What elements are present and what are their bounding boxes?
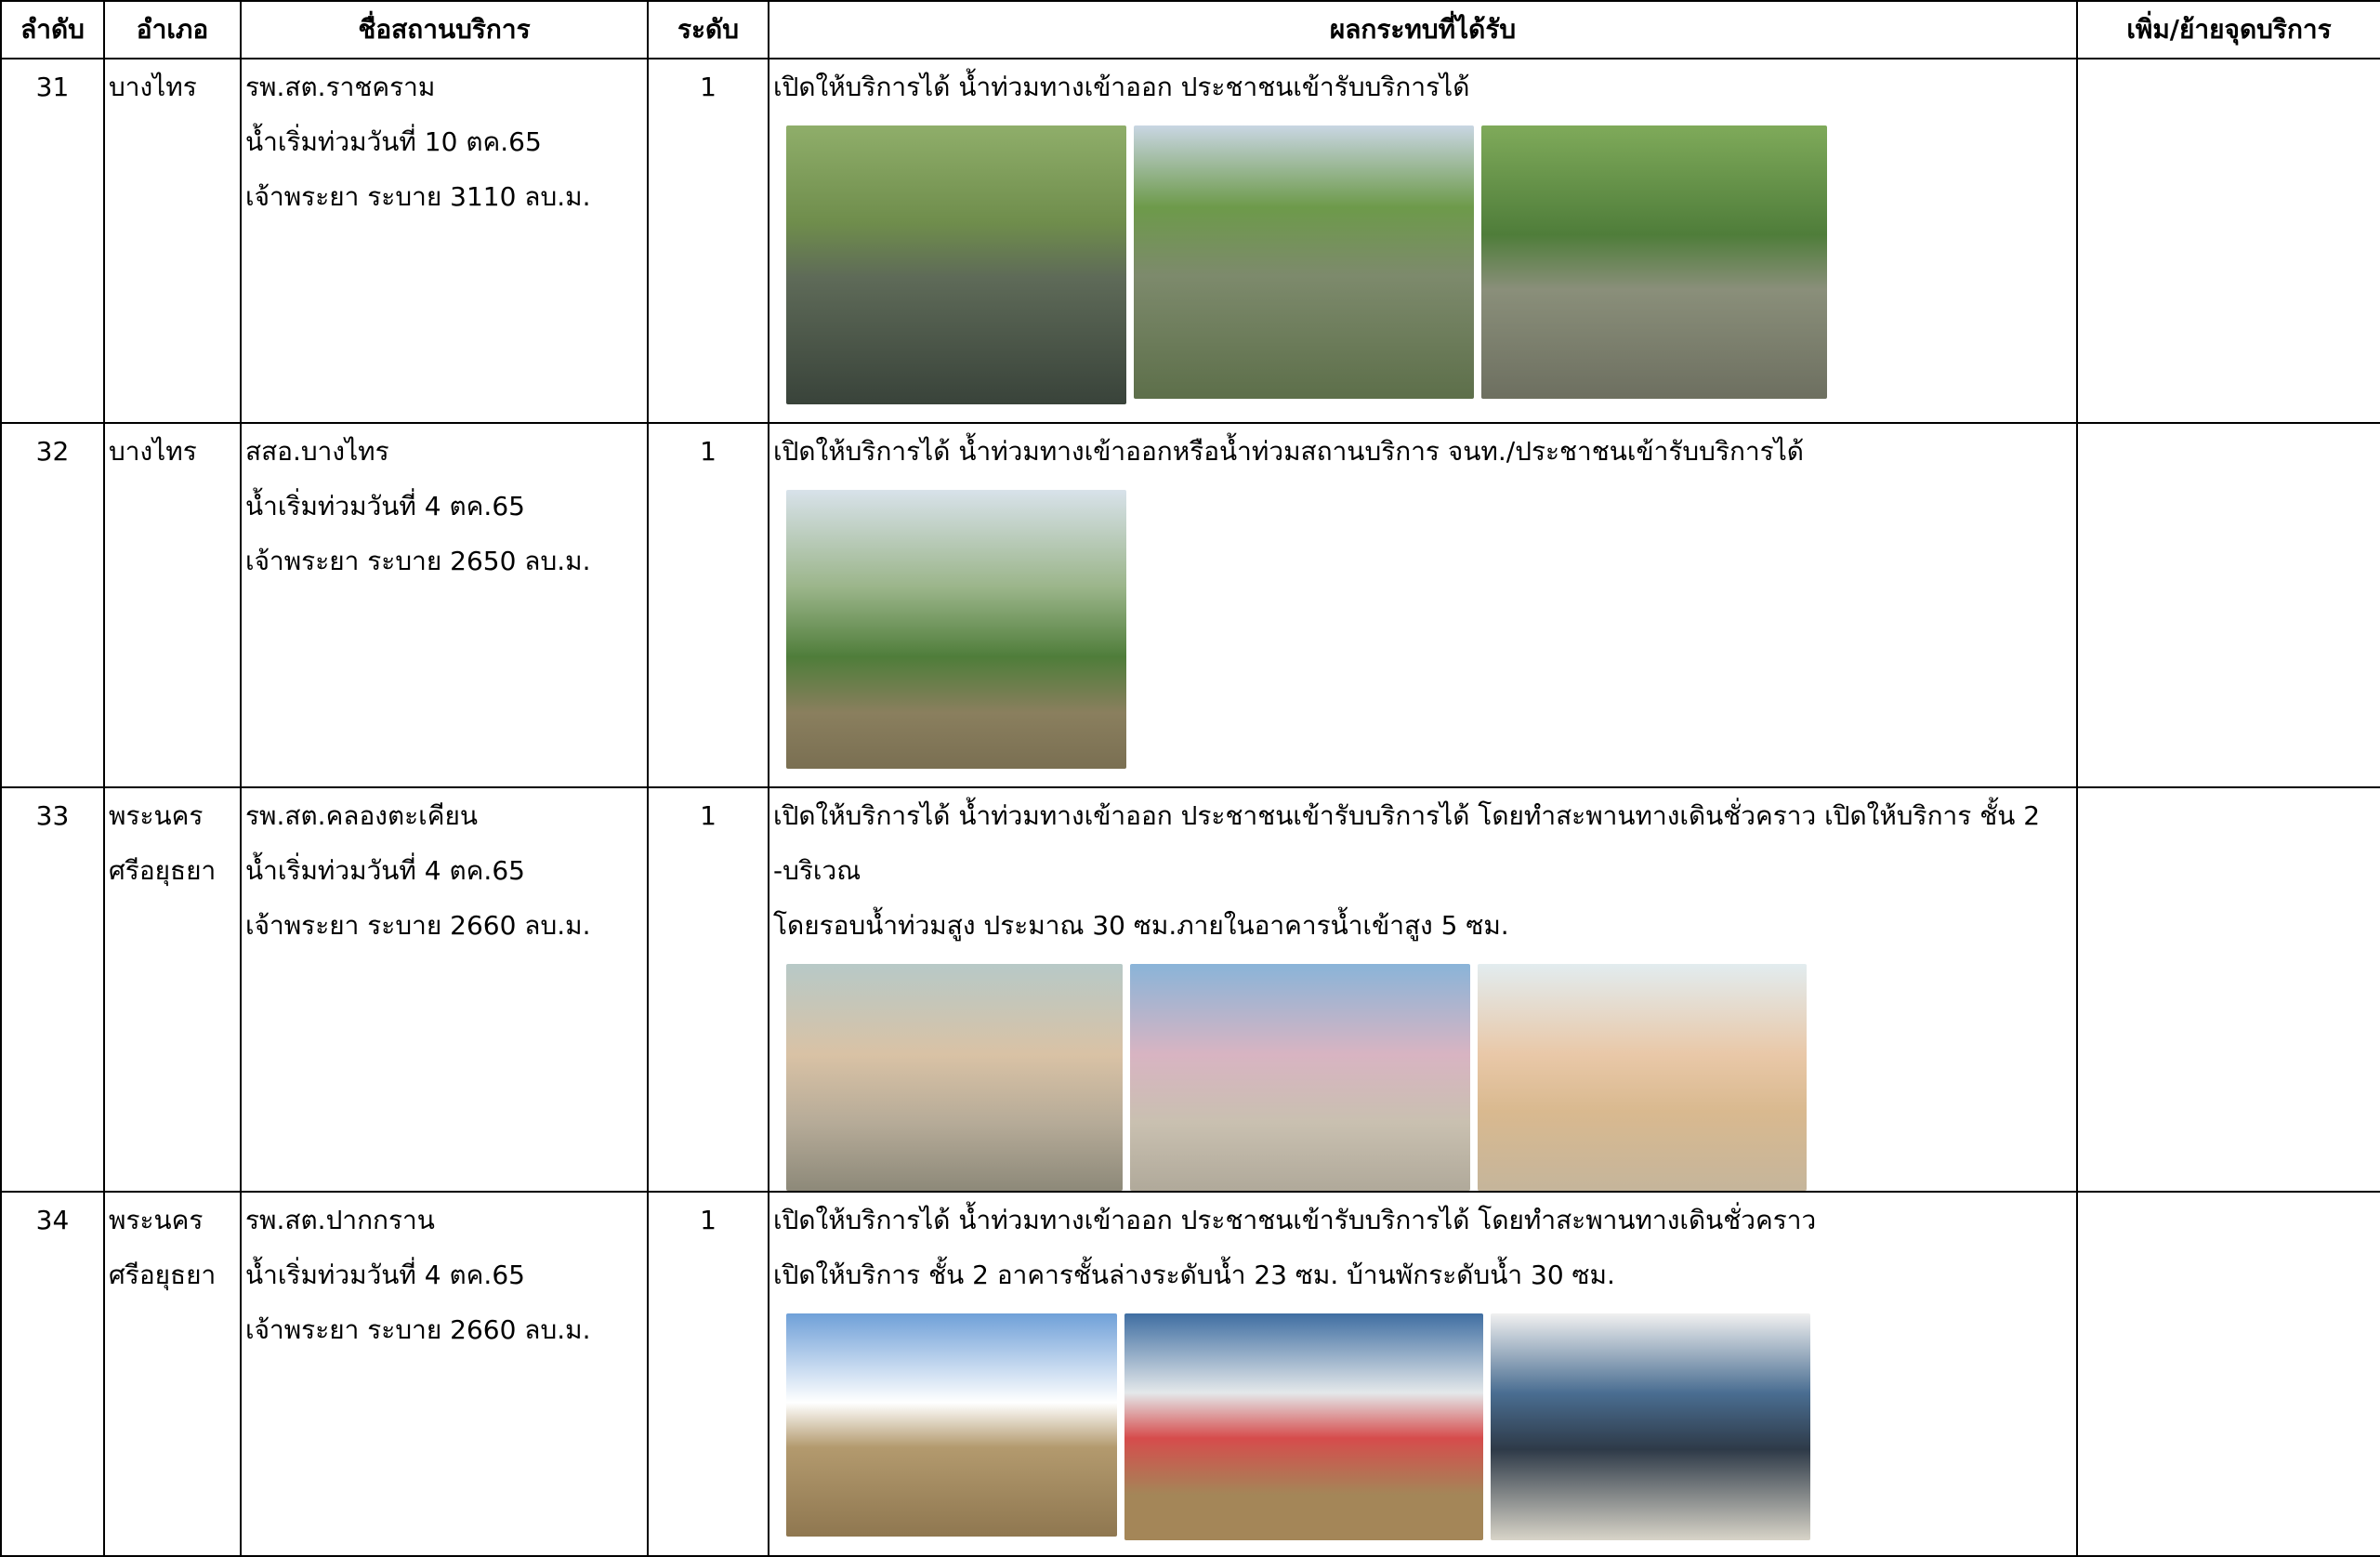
row-facility bbox=[241, 1192, 648, 1556]
row-no: 34 bbox=[1, 1192, 104, 1556]
flood-photo bbox=[1130, 964, 1470, 1191]
header-relocate: เพิ่ม/ย้ายจุดบริการ bbox=[2077, 1, 2380, 59]
row-facility bbox=[241, 787, 648, 1192]
header-level: ระดับ bbox=[648, 1, 769, 59]
row-level: 1 bbox=[648, 423, 769, 787]
impact-text: เปิดให้บริการได้ น้ำท่วมทางเข้าออกหรือน้ำท่วมสถานบริการ จนท./ประชาชนเข้ารับบริการได้ bbox=[773, 436, 1804, 467]
facility-name: รพ.สต.ปากกราน bbox=[245, 1205, 435, 1235]
district-line: ศรีอยุธยา bbox=[109, 855, 217, 886]
district-line: บางไทร bbox=[109, 436, 197, 467]
photo-group bbox=[786, 125, 2076, 404]
row-relocate bbox=[2077, 423, 2380, 787]
district-line: บางไทร bbox=[109, 72, 197, 102]
district-line: พระนคร bbox=[109, 1205, 204, 1235]
impact-text: เปิดให้บริการได้ น้ำท่วมทางเข้าออก ประชาชนเข้ารับบริการได้ bbox=[773, 72, 1470, 102]
facility-name: รพ.สต.คลองตะเคียน bbox=[245, 800, 479, 831]
discharge: เจ้าพระยา ระบาย 3110 ลบ.ม. bbox=[245, 181, 591, 212]
flood-photo bbox=[786, 964, 1123, 1191]
flood-photo bbox=[786, 125, 1126, 404]
row-impact bbox=[769, 787, 2077, 1192]
table-row bbox=[1, 1192, 2380, 1556]
row-no: 31 bbox=[1, 59, 104, 423]
discharge: เจ้าพระยา ระบาย 2660 ลบ.ม. bbox=[245, 1314, 591, 1345]
row-facility bbox=[241, 423, 648, 787]
flood-start: น้ำเริ่มท่วมวันที่ 4 ตค.65 bbox=[245, 491, 525, 521]
flood-photo bbox=[1124, 1313, 1483, 1540]
header-facility: ชื่อสถานบริการ bbox=[241, 1, 648, 59]
discharge: เจ้าพระยา ระบาย 2660 ลบ.ม. bbox=[245, 910, 591, 941]
flood-photo bbox=[786, 1313, 1117, 1537]
flood-start: น้ำเริ่มท่วมวันที่ 10 ตค.65 bbox=[245, 126, 542, 157]
photo-group bbox=[786, 490, 2076, 769]
row-relocate bbox=[2077, 1192, 2380, 1556]
facility-name: รพ.สต.ราชคราม bbox=[245, 72, 436, 102]
row-level: 1 bbox=[648, 1192, 769, 1556]
table-row bbox=[1, 423, 2380, 787]
flood-photo bbox=[786, 490, 1126, 769]
photo-group bbox=[786, 1313, 2076, 1540]
impact-text: โดยรอบน้ำท่วมสูง ประมาณ 30 ซม.ภายในอาคารน้ำเข้าสูง 5 ซม. bbox=[773, 910, 1509, 941]
impact-text: เปิดให้บริการ ชั้น 2 อาคารชั้นล่างระดับน้ำ 23 ซม. บ้านพักระดับน้ำ 30 ซม. bbox=[773, 1260, 1615, 1290]
district-line: พระนคร bbox=[109, 800, 204, 831]
row-facility bbox=[241, 59, 648, 423]
impact-text: เปิดให้บริการได้ น้ำท่วมทางเข้าออก ประชาชนเข้ารับบริการได้ โดยทำสะพานทางเดินชั่วคราว bbox=[773, 1205, 1817, 1235]
row-no: 33 bbox=[1, 787, 104, 1192]
row-impact bbox=[769, 423, 2077, 787]
table-row bbox=[1, 787, 2380, 1192]
discharge: เจ้าพระยา ระบาย 2650 ลบ.ม. bbox=[245, 546, 591, 576]
row-level: 1 bbox=[648, 59, 769, 423]
row-impact bbox=[769, 1192, 2077, 1556]
header-district: อำเภอ bbox=[104, 1, 241, 59]
impact-text: เปิดให้บริการได้ น้ำท่วมทางเข้าออก ประชาชนเข้ารับบริการได้ โดยทำสะพานทางเดินชั่วคราว เปิดให้บริการ ชั้น 2 -บริเวณ bbox=[773, 800, 2041, 886]
flood-photo bbox=[1134, 125, 1474, 399]
header-impact: ผลกระทบที่ได้รับ bbox=[769, 1, 2077, 59]
photo-group bbox=[786, 964, 2076, 1191]
row-district bbox=[104, 59, 241, 423]
flood-photo bbox=[1481, 125, 1827, 399]
facility-name: สสอ.บางไทร bbox=[245, 436, 389, 467]
header-no: ลำดับ bbox=[1, 1, 104, 59]
row-no: 32 bbox=[1, 423, 104, 787]
table-row bbox=[1, 59, 2380, 423]
row-relocate bbox=[2077, 787, 2380, 1192]
flood-photo bbox=[1478, 964, 1807, 1191]
row-district bbox=[104, 423, 241, 787]
flood-start: น้ำเริ่มท่วมวันที่ 4 ตค.65 bbox=[245, 1260, 525, 1290]
district-line: ศรีอยุธยา bbox=[109, 1260, 217, 1290]
row-level: 1 bbox=[648, 787, 769, 1192]
header-row bbox=[1, 1, 2380, 59]
row-relocate bbox=[2077, 59, 2380, 423]
flood-start: น้ำเริ่มท่วมวันที่ 4 ตค.65 bbox=[245, 855, 525, 886]
row-district bbox=[104, 787, 241, 1192]
flood-photo bbox=[1491, 1313, 1810, 1540]
row-impact bbox=[769, 59, 2077, 423]
row-district bbox=[104, 1192, 241, 1556]
